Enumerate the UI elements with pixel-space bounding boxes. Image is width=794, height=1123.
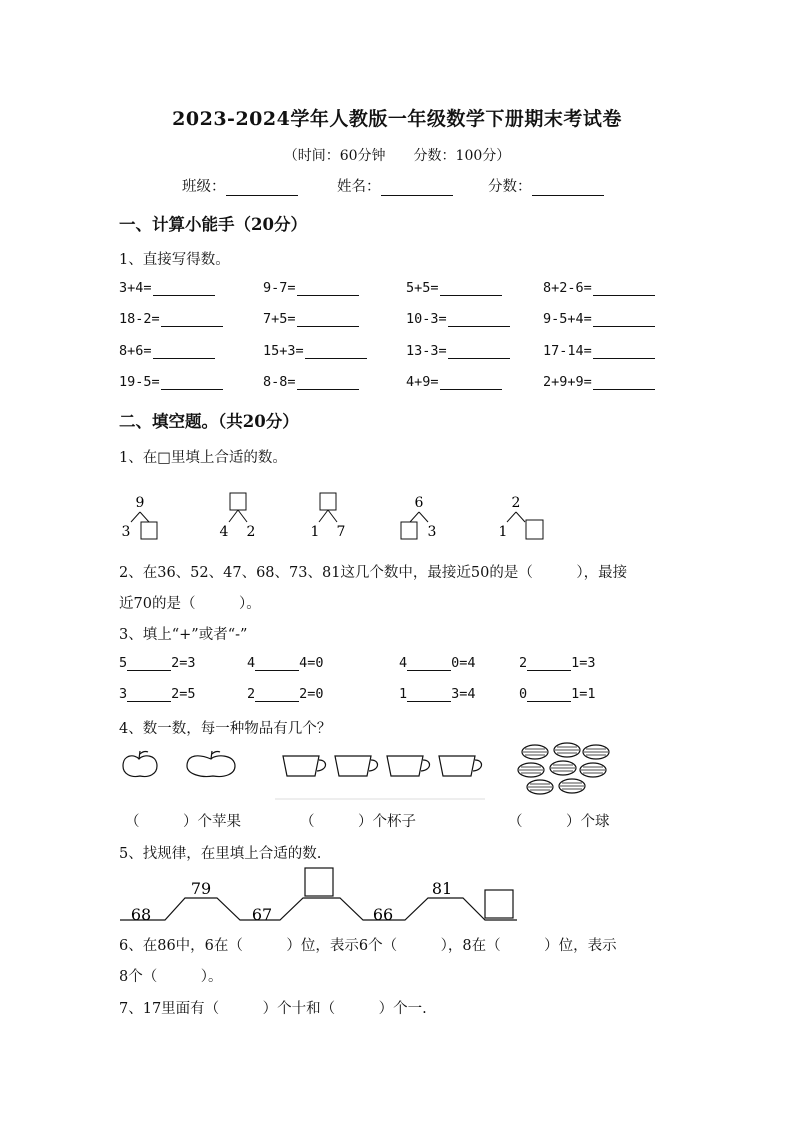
operand: 2 [519,655,528,671]
exercise-expression: 13-3= [406,343,447,359]
number-bond-2 [220,493,256,540]
operator-blank[interactable] [255,657,299,671]
operand-result: 1=1 [571,686,596,702]
pattern-number: 79 [190,879,212,898]
exercise-expression: 5+5= [406,280,439,296]
number-bond-1 [122,495,157,540]
question-1-1: 1、直接写得数。 [119,252,230,268]
answer-box[interactable] [141,522,157,539]
answer-blank[interactable] [297,281,359,296]
exercise-item [119,280,215,296]
answer-blank[interactable] [448,344,510,359]
exercise-item [119,343,215,359]
exercise-expression: 2+9+9= [543,374,592,390]
answer-blank[interactable] [593,375,655,390]
pattern-zigzag [115,864,525,924]
cup-icon [283,756,326,776]
operator-blank[interactable] [407,688,451,702]
section2-heading: 二、填空题。（共20分） [119,412,299,431]
operator-item [399,655,476,671]
question-2-1: 1、在□里填上合适的数。 [119,450,287,466]
answer-blank[interactable] [297,375,359,390]
cup-count-label: （ ）个杯子 [300,814,416,830]
question-2-6-line1: 6、在86中，6在（ ）位，表示6个（ ），8在（ ）位，表示 [119,938,617,954]
exercise-expression: 3+4= [119,280,152,296]
cup-icon [335,756,378,776]
exercise-expression: 18-2= [119,311,160,327]
answer-blank[interactable] [153,281,215,296]
operator-item [399,686,476,702]
question-2-5: 5、找规律，在里填上合适的数. [119,846,322,862]
page-title: 2023-2024学年人教版一年级数学下册期末考试卷 [172,108,622,130]
exercise-expression: 15+3= [263,343,304,359]
operand-result: 4=0 [299,655,324,671]
operator-blank[interactable] [407,657,451,671]
bond-right: 3 [427,524,437,540]
exercise-item [543,343,655,359]
question-2-3: 3、填上“+”或者“-” [119,627,248,643]
answer-blank[interactable] [305,344,367,359]
operator-blank[interactable] [127,688,171,702]
operand-result: 2=0 [299,686,324,702]
bond-left: 4 [219,524,229,540]
exercise-item [406,311,510,327]
exercise-item [263,374,359,390]
exercise-expression: 8+2-6= [543,280,592,296]
apple-count-label: （ ）个苹果 [125,814,241,830]
operator-blank[interactable] [527,657,571,671]
exercise-item [119,374,223,390]
counting-pictures [115,740,625,800]
cup-icon [387,756,430,776]
exercise-item [406,343,510,359]
exercise-item [263,343,367,359]
ball-count-label: （ ）个球 [508,814,610,830]
name-field [337,175,453,196]
bond-top: 6 [414,495,424,511]
pattern-answer-box[interactable] [485,890,513,918]
bond-top: 2 [511,495,521,511]
number-bond-trees [110,490,560,545]
exercise-item [543,311,655,327]
apple-icon [187,751,235,777]
bond-left: 1 [498,524,508,540]
exercise-item [263,280,359,296]
exercise-item [543,374,655,390]
pattern-number: 68 [130,905,152,924]
operand: 2 [247,686,256,702]
operand: 5 [119,655,128,671]
answer-blank[interactable] [297,312,359,327]
name-blank[interactable] [381,179,453,196]
name-label: 姓名： [337,179,381,195]
answer-blank[interactable] [448,312,510,327]
exercise-expression: 8+6= [119,343,152,359]
bond-top: 9 [135,495,145,511]
exercise-item [119,311,223,327]
question-2-2-line1: 2、在36、52、47、68、73、81这几个数中，最接近50的是（ ），最接 [119,565,628,581]
exercise-expression: 4+9= [406,374,439,390]
exam-subtitle: （时间：60分钟 分数：100分） [283,148,511,164]
operator-item [247,655,324,671]
exercise-expression: 17-14= [543,343,592,359]
operator-item [119,655,196,671]
answer-blank[interactable] [440,375,502,390]
section1-heading: 一、计算小能手（20分） [119,215,307,234]
answer-box[interactable] [401,522,417,539]
cup-icon [439,756,482,776]
operand-result: 0=4 [451,655,476,671]
pattern-answer-box[interactable] [305,868,333,896]
answer-box[interactable] [230,493,246,510]
operator-item [519,655,596,671]
pattern-number: 81 [431,879,453,898]
operator-blank[interactable] [255,688,299,702]
answer-blank[interactable] [593,344,655,359]
operand: 4 [399,655,408,671]
operand: 0 [519,686,528,702]
bond-right: 7 [336,524,346,540]
bond-left: 3 [121,524,131,540]
class-blank[interactable] [226,179,298,196]
pattern-number: 67 [251,905,273,924]
exercise-expression: 8-8= [263,374,296,390]
apple-icon [123,751,157,777]
exercise-expression: 9-5+4= [543,311,592,327]
class-label: 班级： [182,179,226,195]
exercise-item [543,280,655,296]
bond-right: 2 [246,524,256,540]
operator-item [119,686,196,702]
operator-item [247,686,324,702]
operator-item [519,686,596,702]
answer-blank[interactable] [161,375,223,390]
number-bond-5 [499,495,543,540]
question-2-4: 4、数一数，每一种物品有几个？ [119,721,332,737]
exercise-item [263,311,359,327]
exercise-expression: 19-5= [119,374,160,390]
operand-result: 3=4 [451,686,476,702]
answer-box[interactable] [320,493,336,510]
answer-blank[interactable] [440,281,502,296]
operand: 1 [399,686,408,702]
operand-result: 1=3 [571,655,596,671]
number-bond-4 [401,495,436,540]
operator-blank[interactable] [527,688,571,702]
exercise-expression: 7+5= [263,311,296,327]
answer-box[interactable] [526,520,543,539]
number-bond-3 [311,493,346,540]
answer-blank[interactable] [593,312,655,327]
class-field [182,175,298,196]
operand: 3 [119,686,128,702]
balls-icon [518,743,609,794]
operand-result: 2=5 [171,686,196,702]
bond-left: 1 [310,524,320,540]
answer-blank[interactable] [161,312,223,327]
score-blank[interactable] [532,179,604,196]
answer-blank[interactable] [593,281,655,296]
exercise-item [406,280,502,296]
operand: 4 [247,655,256,671]
exercise-item [406,374,502,390]
operator-blank[interactable] [127,657,171,671]
exercise-expression: 10-3= [406,311,447,327]
question-2-7: 7、17里面有（ ）个十和（ ）个一. [119,1001,427,1017]
question-2-6-line2: 8个（ ）。 [119,969,223,985]
pattern-number: 66 [372,905,394,924]
score-label: 分数： [488,179,532,195]
operand-result: 2=3 [171,655,196,671]
score-field [488,175,604,196]
exercise-expression: 9-7= [263,280,296,296]
answer-blank[interactable] [153,344,215,359]
question-2-2-line2: 近70的是（ ）。 [119,596,261,612]
